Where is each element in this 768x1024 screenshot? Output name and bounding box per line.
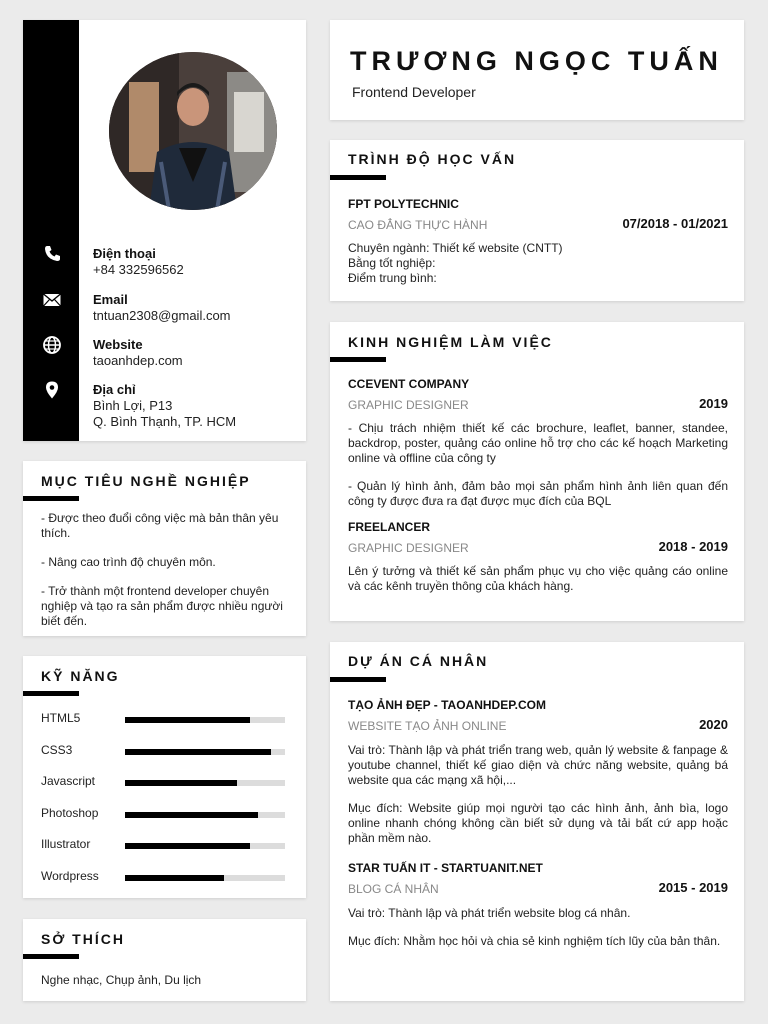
skill-bar-track [125,812,285,818]
mail-icon [42,290,62,310]
skill-row [41,711,288,727]
skill-bar-fill [125,843,250,849]
skills-card [23,656,306,898]
contact-address-value [93,398,236,430]
project-paragraph: Mục đích: Website giúp mọi người tạo các hình ảnh, ảnh bìa, logo online nhanh chóng không cần biết sử dụng và tải bất cứ app hoặc phần mềm nào. [348,801,728,845]
experience-card [330,322,744,621]
education-detail-line: Bằng tốt nghiệp: [348,256,436,270]
project-type: BLOG CÁ NHÂN [348,882,439,896]
objective-item: - Được theo đuổi công việc mà bản thân yêu thích. [41,511,279,540]
candidate-role: Frontend Developer [352,84,476,100]
skill-bar-track [125,717,285,723]
contact-address-label: Địa chỉ [93,382,136,397]
objective-item: - Trở thành một frontend developer chuyên nghiệp và tạo ra sản phẩm được nhiều người biết đến. [41,584,283,628]
contact-email-label: Email [93,292,128,307]
skill-bar-fill [125,749,271,755]
job-description [348,564,728,594]
project-paragraph: Vai trò: Thành lập và phát triển website blog cá nhân. [348,906,631,920]
contact-email [23,290,306,330]
skill-name: HTML5 [41,711,81,725]
skill-name: Illustrator [41,837,91,852]
skills-title: KỸ NĂNG [41,668,120,684]
contact-address [23,380,306,436]
job-description [348,421,728,509]
project-description [348,906,728,949]
objective-card [23,461,306,636]
skill-row [41,869,288,885]
location-icon [42,380,62,400]
skill-bar-fill [125,875,224,881]
project-name: STAR TUẤN IT - STARTUANIT.NET [348,861,543,875]
objective-list [41,511,286,629]
contact-email-value[interactable]: tntuan2308@gmail.com [93,308,231,323]
skill-row [41,743,288,759]
education-card [330,140,744,301]
education-details [348,241,728,286]
hobbies-card [23,919,306,1001]
name-card [330,20,744,120]
job-paragraph: - Quản lý hình ảnh, đảm bảo mọi sản phẩm hình ảnh liên quan đến công ty được đưa ra đạt được mục đích của BQL [348,479,728,508]
contact-phone-label: Điện thoại [93,246,156,261]
education-degree: CAO ĐẲNG THỰC HÀNH [348,218,488,232]
contact-address-line-1: Bình Lợi, P13 [93,398,173,413]
job-company: FREELANCER [348,520,431,534]
avatar-photo [109,52,277,210]
education-school: FPT POLYTECHNIC [348,197,459,211]
contact-website [23,335,306,375]
education-detail-line: Điểm trung bình: [348,271,437,285]
skill-name: Photoshop [41,805,99,820]
phone-icon [42,244,62,264]
education-detail-line: Chuyên ngành: Thiết kế website (CNTT) [348,241,563,255]
education-dates: 07/2018 - 01/2021 [622,216,728,231]
candidate-name: TRƯƠNG NGỌC TUẤN [350,46,723,76]
skill-row [41,837,288,853]
job-company: CCEVENT COMPANY [348,377,470,391]
project-paragraph: Vai trò: Thành lập và phát triển trang web, quản lý website & fanpage & youtube channel, thiết kế giao diện và chức năng website, quảng bá website qua các mạng xã hội,... [348,743,728,787]
skill-bar-fill [125,717,250,723]
skill-name: CSS3 [41,742,73,757]
skill-bar-track [125,780,285,786]
job-position: GRAPHIC DESIGNER [348,398,469,412]
hobbies-title-bar [23,954,79,959]
job-paragraph: Lên ý tưởng và thiết kế sản phẩm phục vụ cho việc quảng cáo online và các kênh truyền thông của khách hàng. [348,564,728,593]
profile-stripe [23,20,79,441]
skill-row [41,774,288,790]
skill-bar-track [125,843,285,849]
projects-title: DỰ ÁN CÁ NHÂN [348,653,489,669]
contact-phone-value: +84 332596562 [93,262,184,277]
skill-name: Wordpress [41,869,99,883]
contact-phone [23,244,306,284]
objective-title: MỤC TIÊU NGHỀ NGHIỆP [41,473,251,489]
objective-title-bar [23,496,79,501]
skill-bar-fill [125,780,237,786]
projects-card [330,642,744,1001]
hobbies-title: SỞ THÍCH [41,931,125,947]
job-dates: 2018 - 2019 [658,539,728,554]
job-paragraph: - Chịu trách nhiệm thiết kế các brochure, leaflet, banner, standee, backdrop, poster, quảng cáo online hỗ trợ cho các kế hoạch Marketing online và offline của công ty [348,421,728,465]
experience-title: KINH NGHIỆM LÀM VIỆC [348,334,553,350]
education-title: TRÌNH ĐỘ HỌC VẤN [348,151,517,167]
project-type: WEBSITE TẠO ẢNH ONLINE [348,719,507,733]
job-position: GRAPHIC DESIGNER [348,541,469,555]
skill-bar-track [125,875,285,881]
skill-row [41,806,288,822]
avatar [109,52,277,210]
experience-title-bar [330,357,386,362]
project-dates: 2015 - 2019 [658,880,728,895]
project-dates: 2020 [699,717,728,732]
skills-title-bar [23,691,79,696]
globe-icon [42,335,62,355]
profile-card [23,20,306,441]
skill-bar-fill [125,812,258,818]
contact-website-label: Website [93,337,143,352]
hobbies-text: Nghe nhạc, Chụp ảnh, Du lịch [41,973,202,987]
project-name: TẠO ẢNH ĐẸP - TAOANHDEP.COM [348,698,547,712]
job-dates: 2019 [699,396,728,411]
skill-bar-track [125,749,285,755]
contact-website-value[interactable]: taoanhdep.com [93,353,183,368]
project-paragraph: Mục đích: Nhằm học hỏi và chia sẻ kinh nghiệm tích lũy của bản thân. [348,934,721,948]
contact-address-line-2: Q. Bình Thạnh, TP. HCM [93,414,237,429]
project-description [348,743,728,846]
education-title-bar [330,175,386,180]
skill-name: Javascript [41,774,96,789]
projects-title-bar [330,677,386,682]
objective-item: - Nâng cao trình độ chuyên môn. [41,555,216,569]
